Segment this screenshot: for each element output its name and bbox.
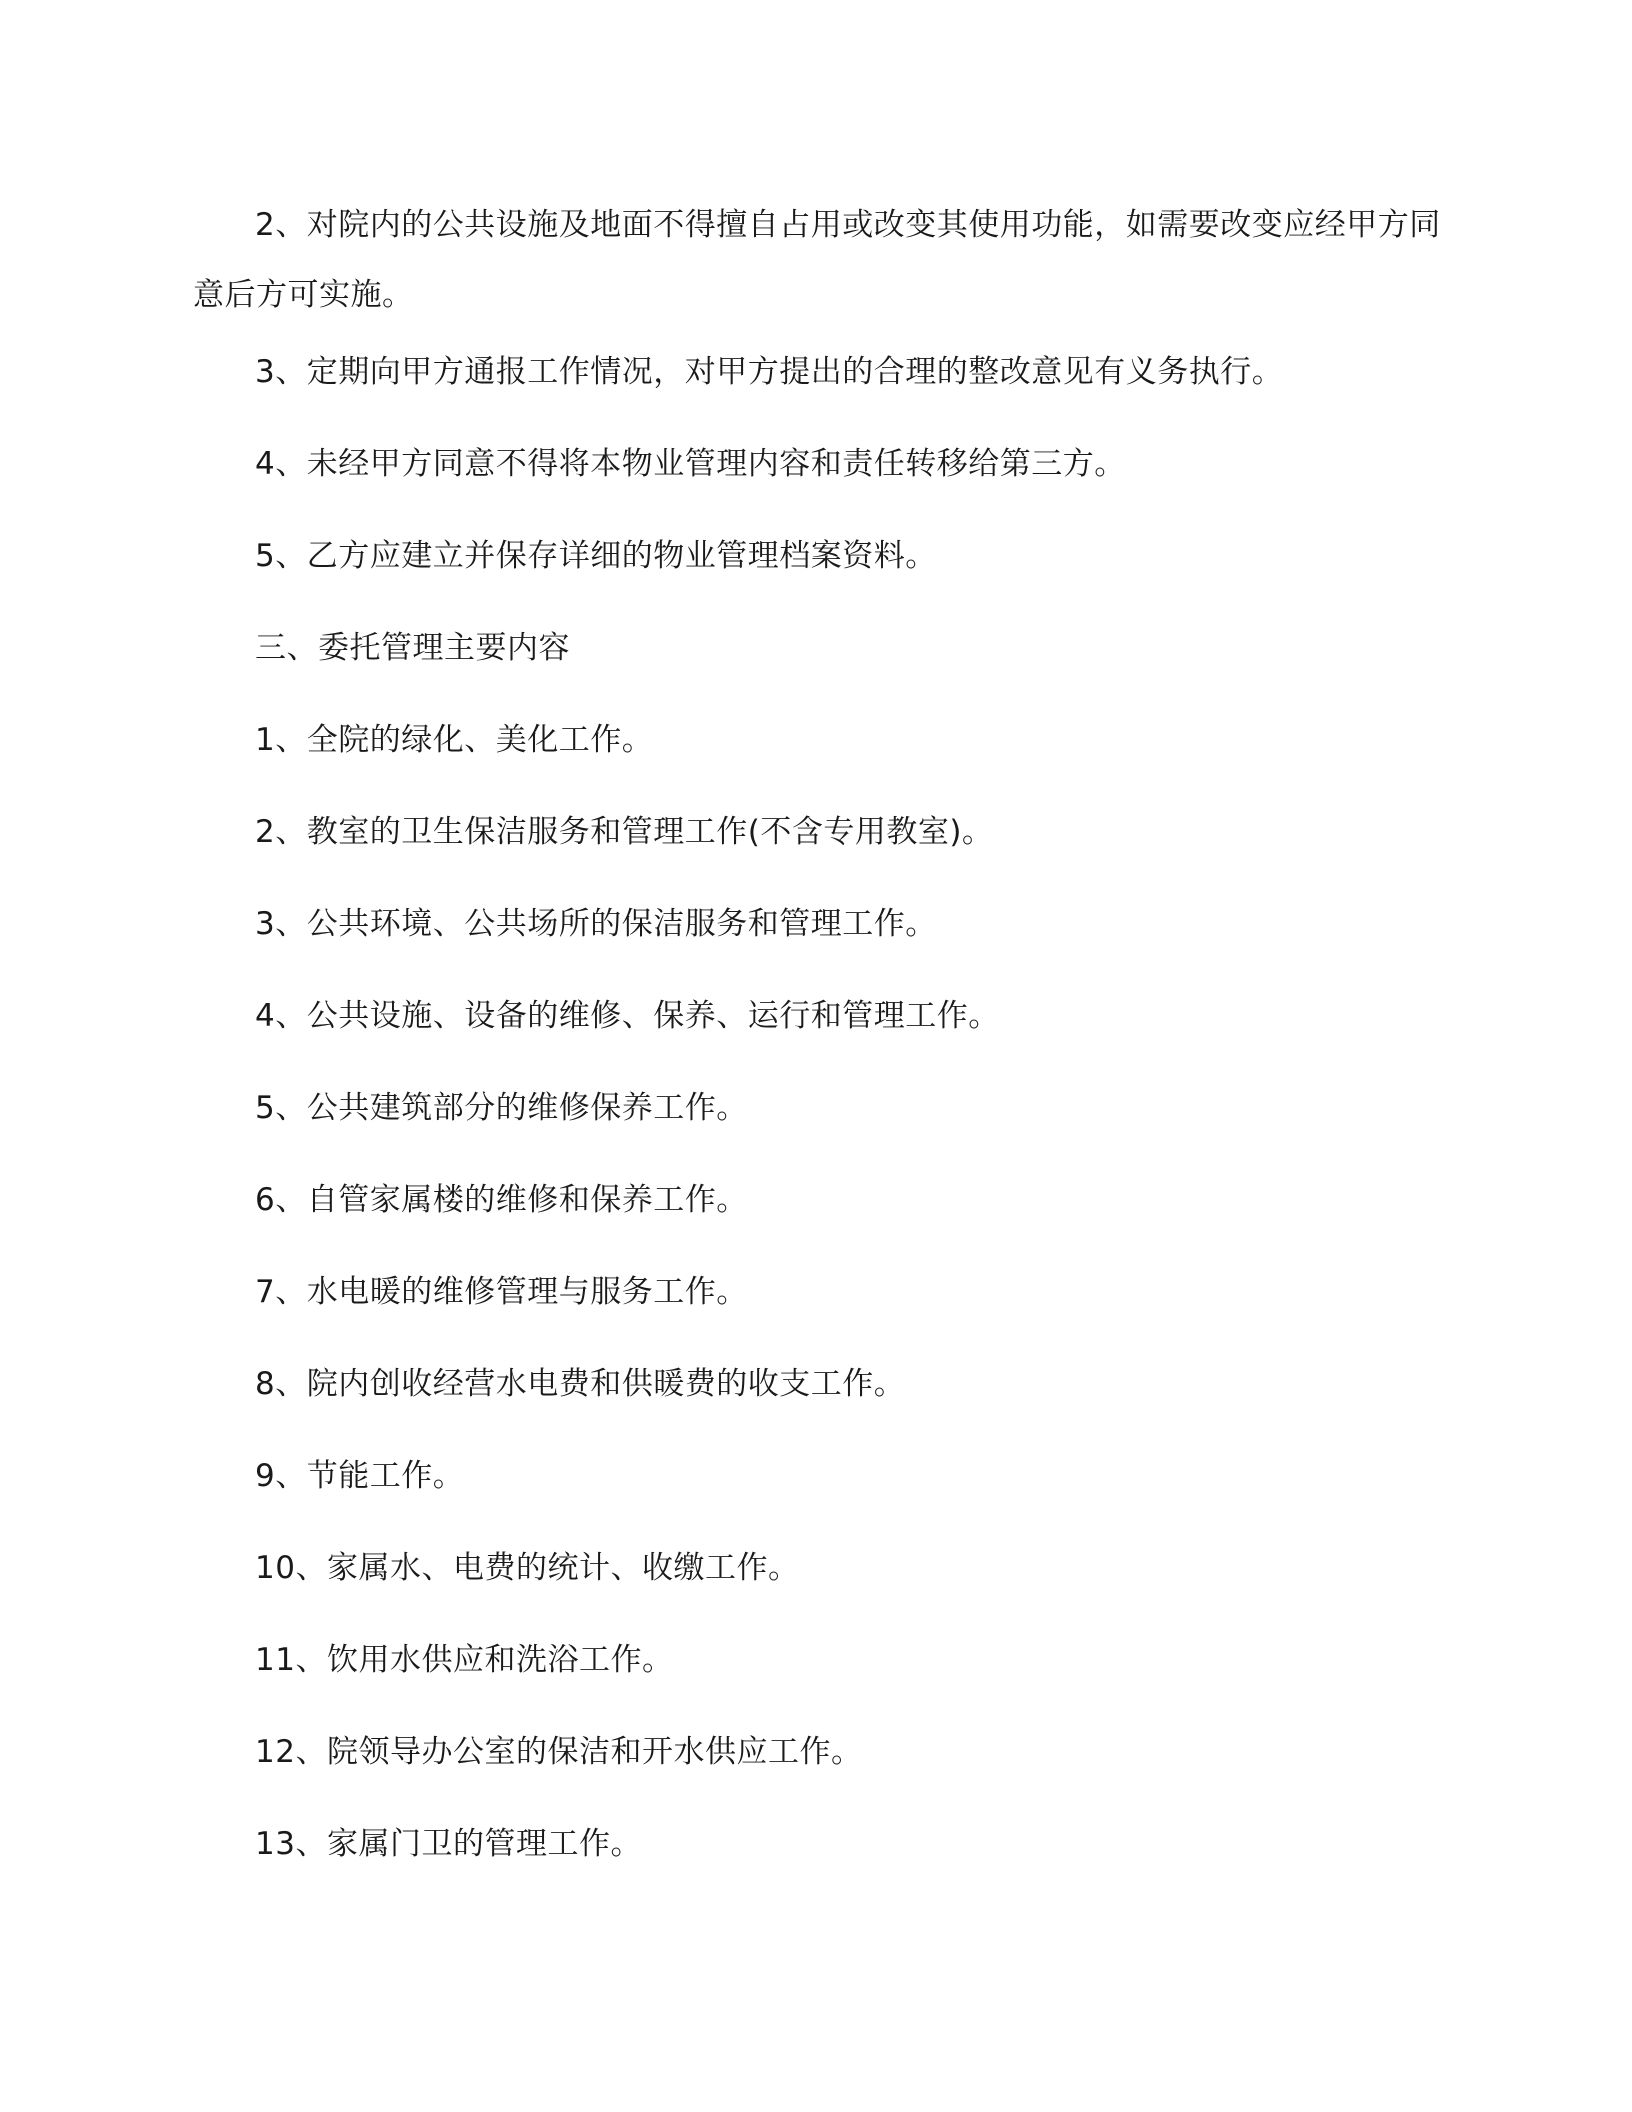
document-body bbox=[193, 190, 1443, 1916]
list-item: 10、家属水、电费的统计、收缴工作。 bbox=[255, 1550, 800, 1586]
list-item: 13、家属门卫的管理工作。 bbox=[255, 1826, 642, 1862]
list-item: 8、院内创收经营水电费和供暖费的收支工作。 bbox=[255, 1366, 906, 1402]
list-item: 4、公共设施、设备的维修、保养、运行和管理工作。 bbox=[255, 998, 1000, 1034]
list-item: 12、院领导办公室的保洁和开水供应工作。 bbox=[255, 1734, 863, 1770]
list-item: 7、水电暖的维修管理与服务工作。 bbox=[255, 1274, 748, 1310]
list-item: 5、公共建筑部分的维修保养工作。 bbox=[255, 1090, 748, 1126]
paragraph: 5、乙方应建立并保存详细的物业管理档案资料。 bbox=[255, 538, 937, 574]
list-item: 1、全院的绿化、美化工作。 bbox=[255, 722, 654, 758]
section-heading: 三、委托管理主要内容 bbox=[255, 630, 570, 666]
paragraph: 2、对院内的公共设施及地面不得擅自占用或改变其使用功能，如需要改变应经甲方同意后方可实施。 bbox=[193, 207, 1441, 313]
list-item: 3、公共环境、公共场所的保洁服务和管理工作。 bbox=[255, 906, 937, 942]
list-item: 11、饮用水供应和洗浴工作。 bbox=[255, 1642, 674, 1678]
paragraph: 3、定期向甲方通报工作情况，对甲方提出的合理的整改意见有义务执行。 bbox=[255, 354, 1284, 390]
list-item: 6、自管家属楼的维修和保养工作。 bbox=[255, 1182, 748, 1218]
list-item: 2、教室的卫生保洁服务和管理工作(不含专用教室)。 bbox=[255, 814, 994, 850]
paragraph: 4、未经甲方同意不得将本物业管理内容和责任转移给第三方。 bbox=[255, 446, 1126, 482]
list-item: 9、节能工作。 bbox=[255, 1458, 465, 1494]
